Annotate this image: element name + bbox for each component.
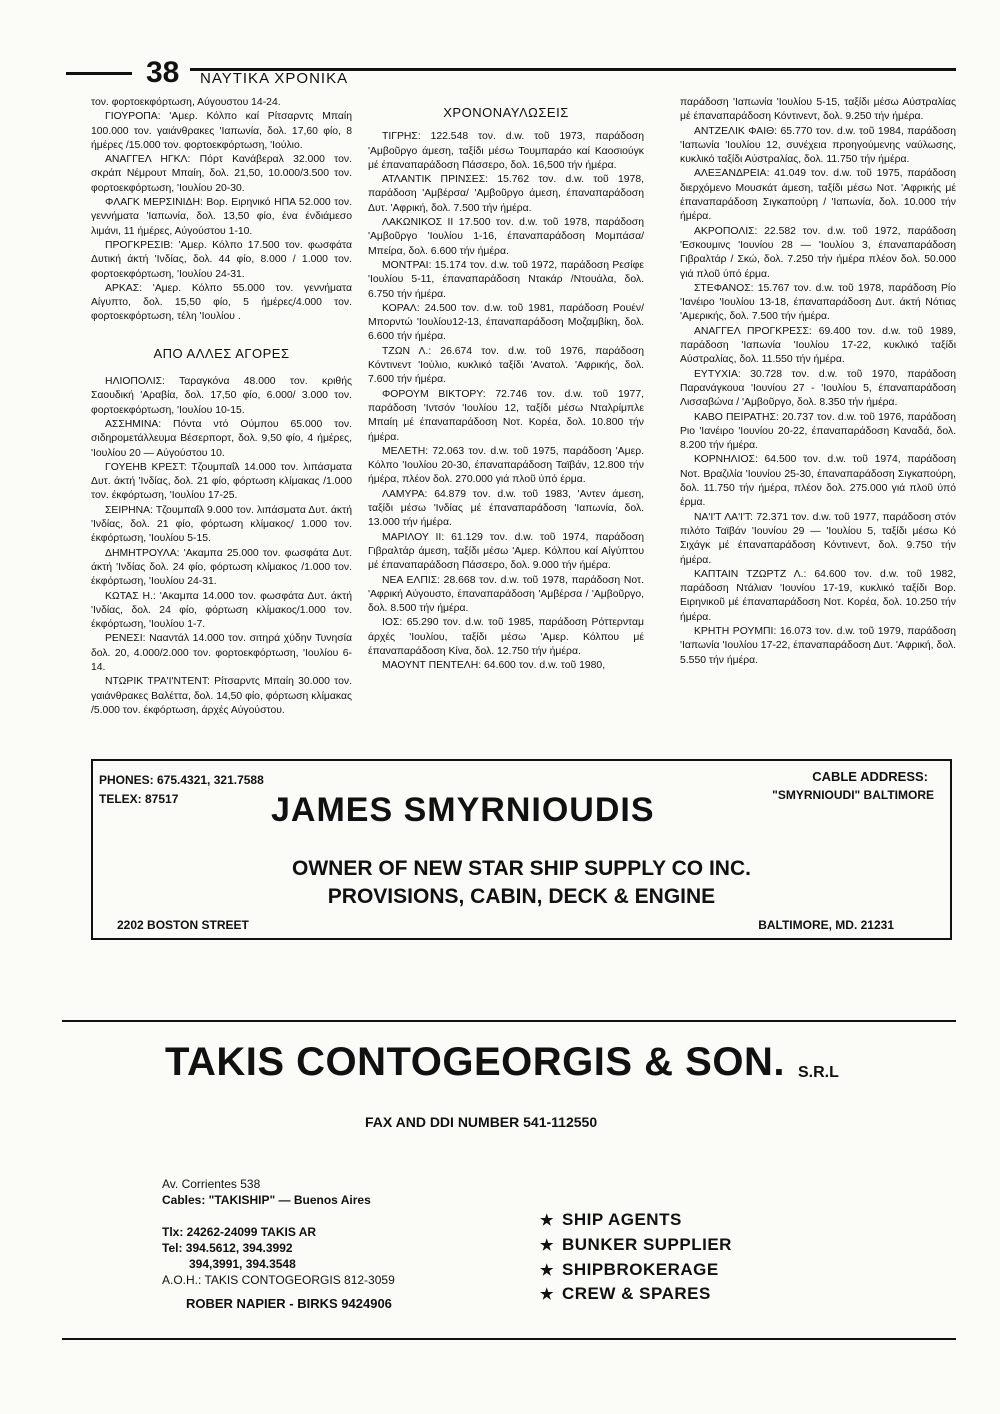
star-icon: ★ — [540, 1237, 554, 1254]
paragraph: ΡΕΝΕΣΙ: Νααντάλ 14.000 τον. σιτηρά χύδην Τυνησία δολ. 20, 4.000/2.000 τον. φορτοεκφόρτωση, 'Ιουλίου 6-14. — [91, 633, 352, 673]
phones-line: PHONES: 675.4321, 321.7588 — [99, 773, 264, 787]
paragraph: ΑΤΛΑΝΤΙΚ ΠΡΙΝΣΕΣ: 15.762 τον. d.w. τοῦ 1978, παράδοση 'Αμβέρσα/ 'Αμβοῦργο άμεση, έπαναπαράδοση Δυτ. 'Αφρική, δολ. 7.500 τήν ήμέρα. — [368, 174, 644, 214]
ad-bottom-rule — [62, 1338, 956, 1340]
paragraph: ΑΝΤΖΕΛΙΚ ΦΑΙΘ: 65.770 τον. d.w. τοῦ 1984, παράδοση 'Ιαπωνία 'Ιουλίου 12, συνέχεια προηγούμενης ναύλωσης, κυκλικό ταξίδι Αύστραλίας, δολ. 11.750 τήν ήμέρα. — [680, 125, 956, 166]
advertiser-name: JAMES SMYRNIOUDIS — [271, 791, 655, 829]
paragraph: ΑΣΣΗΜΙΝΑ: Πόντα ντό Ούμπου 65.000 τον. σιδηρομετάλλευμα Βέσερπορτ, δολ. 9,50 φίο, 4 ήμέρες, 'Ιουλίου 20 — Αύγούστου 10. — [91, 418, 352, 459]
star-icon: ★ — [540, 1286, 554, 1303]
owner-line: OWNER OF NEW STAR SHIP SUPPLY CO INC. — [292, 857, 751, 880]
paragraph: ΕΥΤΥΧΙΑ: 30.728 τον. d.w. τοῦ 1970, παράδοση Παρανάγκουα 'Ιουνίου 27 - 'Ιουλίου 5, έπαναπαράδοση Λισσαβώνα / 'Αμβοῦργο, δολ. 8.350 τήν ήμέρα. — [680, 368, 956, 409]
ad-top-rule — [62, 1020, 956, 1022]
service-label: CREW & SPARES — [562, 1284, 711, 1303]
paragraph: ΝΕΑ ΕΛΠΙΣ: 28.668 τον. d.w. τοῦ 1978, παράδοση Νοτ. 'Αφρική Αύγουστο, έπαναπαράδοση 'Αμβέρσα / 'Αμβοῦργο, δολ. 8.500 τήν ήμέρα. — [368, 574, 644, 615]
paragraph: ΦΛΑΓΚ ΜΕΡΣΙΝΙΔΗ: Βορ. Ειρηνικό ΗΠΑ 52.000 τον. γεννήματα 'Ιαπωνία, δολ. 13,50 φίο, ένα ένδιάμεσο λιμάνι, 11 ήμέρες, Αύγούστου 1-10. — [91, 197, 352, 237]
paragraph: ΜΕΛΕΤΗ: 72.063 τον. d.w. τοῦ 1975, παράδοση 'Αμερ. Κόλπο 'Ιουλίου 20-30, έπαναπαράδοση Ταϊβάν, 12.800 τήν ήμέρα, πλέον δολ. 270.000 γιά πλοῦ ύπό έρμα. — [368, 445, 644, 486]
service-label: BUNKER SUPPLIER — [562, 1235, 732, 1254]
paragraph: ΤΖΩΝ Λ.: 26.674 τον. d.w. τοῦ 1976, παράδοση Κόντινεντ 'Ιούλιο, κυκλικό ταξίδι 'Ανατολ. 'Αφρικής, δολ. 7.600 τήν ήμέρα. — [368, 345, 644, 386]
paragraph: ΚΡΗΤΗ ΡΟΥΜΠΙ: 16.073 τον. d.w. τοῦ 1979, παράδοση 'Ιαπωνία 'Ιουλίου 17-22, έπαναπαράδοση Δυτ. 'Αφρική, δολ. 5.550 τήν ήμέρα. — [680, 625, 956, 666]
paragraph: ΝΑ'Ι'Τ ΛΑ'Ι'Τ: 72.371 τον. d.w. τοῦ 1977, παράδοση στόν πιλότο Ταϊβάν 'Ιουνίου 29 — 'Ιουλίου 5, ταξίδι μέσω Κό Σιχάγκ μέ έπαναπαράδοση Κόντινεντ, δολ. 9.750 τήν ήμέρα. — [680, 511, 956, 566]
cable-address-label: CABLE ADDRESS: — [812, 769, 928, 784]
paragraph: ΠΡΟΓΚΡΕΣΙΒ: 'Αμερ. Κόλπο 17.500 τον. φωσφάτα Δυτική άκτή 'Ινδίας, δολ. 44 φίο, 8.000 / 1.000 τον. φορτοεκφόρτωση, 'Ιουλίου 24-31. — [91, 239, 352, 280]
paragraph: ΗΛΙΟΠΟΛΙΣ: Ταραγκόνα 48.000 τον. κριθής Σαουδική 'Αραβία, δολ. 17,50 φίο, 6.000/ 3.000 τον. φορτοεκφόρτωση, 'Ιουλίου 10-15. — [91, 376, 352, 416]
paragraph: ΑΝΑΓΓΕΛ ΠΡΟΓΚΡΕΣΣ: 69.400 τον. d.w. τοῦ 1989, παράδοση 'Ιαπωνία 'Ιουλίου 17-22, κυκλικό ταξίδι Αύστραλίας, δολ. 11.550 τήν ήμέρα. — [680, 325, 956, 366]
paragraph: ΜΟΝΤΡΑΙ: 15.174 τον. d.w. τοῦ 1972, παράδοση Ρεσίφε 'Ιουλίου 5-11, έπαναπαράδοση Ντακάρ /Ντουάλα, δολ. 6.750 τήν ήμέρα. — [368, 259, 644, 300]
service-item — [540, 1210, 682, 1230]
city-address: BALTIMORE, MD. 21231 — [758, 918, 894, 932]
magazine-title: ΝΑΥΤΙΚΑ ΧΡΟΝΙΚΑ — [200, 70, 349, 87]
paragraph: ΣΤΕΦΑΝΟΣ: 15.767 τον. d.w. τοῦ 1978, παράδοση Ρίο 'Ιανέιρο 'Ιουλίου 13-18, έπαναπαράδοση Δυτ. άκτή Νότιας 'Αμερικής, δολ. 7.500 τήν ήμέρα. — [680, 282, 956, 323]
page-number: 38 — [146, 56, 180, 89]
column-left — [91, 96, 352, 718]
cable-address-value: "SMYRNIOUDI" BALTIMORE — [772, 788, 934, 802]
header-rule-left — [66, 72, 132, 75]
service-item — [540, 1260, 719, 1280]
company-name: TAKIS CONTOGEORGIS & SON. — [165, 1040, 785, 1084]
paragraph: ΙΟΣ: 65.290 τον. d.w. τοῦ 1985, παράδοση Ρόττερνταμ άρχές 'Ιουλίου, ταξίδι μέσω 'Αμερ. Κόλπου μέ έπαναπαράδοση Κίνα, δολ. 12.750 τήν ήμέρα. — [368, 617, 644, 657]
paragraph: ΚΟΡΝΗΛΙΟΣ: 64.500 τον. d.w. τοῦ 1974, παράδοση Νοτ. Βραζιλία 'Ιουνίου 25-30, έπαναπαράδοση Σιγκαπούρη, δολ. 11.750 τήν ήμέρα, πλέον δολ. 275.000 γιά πλοῦ ύπό έρμα. — [680, 454, 956, 509]
telex-line: TELEX: 87517 — [99, 792, 179, 806]
paragraph: ΤΙΓΡΗΣ: 122.548 τον. d.w. τοῦ 1973, παράδοση 'Αμβοῦργο άμεση, ταξίδι μέσω Τουμπαράο καί Καοσιούγκ μέ έπαναπαράδοση Πάσσερο, δολ. 16,500 τήν ήμέρα. — [368, 131, 644, 171]
street-address: 2202 BOSTON STREET — [117, 918, 249, 932]
after-hours-line: A.O.H.: TAKIS CONTOGEORGIS 812-3059 — [162, 1273, 395, 1287]
paragraph: ΣΕΙΡΗΝΑ: Τζουμπαΐλ 9.000 τον. λιπάσματα Δυτ. άκτή 'Ινδίας, δολ. 21 φίο, φόρτωση κλίμακος/ 1.000 τον. έκφόρτωση, 'Ιουλίου 5-15. — [91, 504, 352, 545]
paragraph: ΑΛΕΞΑΝΔΡΕΙΑ: 41.049 τον. d.w. τοῦ 1975, παράδοση διερχόμενο Μουσκάτ άμεση, ταξίδι μέσω Νοτ. 'Αφρικής μέ έπαναπαράδοση Σιγκαπούρη / 'Ιαπωνία, δολ. 10.000 τήν ήμέρα. — [680, 168, 956, 223]
company-suffix: S.R.L — [798, 1064, 839, 1081]
paragraph: ΚΟΡΑΛ: 24.500 τον. d.w. τοῦ 1981, παράδοση Ρουέν/ Μπορντώ 'Ιουλίου12-13, έπαναπαράδοση Μοζαμβίκη, δολ. 6.600 τήν ήμέρα. — [368, 302, 644, 343]
paragraph: ΔΗΜΗΤΡΟΥΛΑ: 'Ακαμπα 25.000 τον. φωσφάτα Δυτ. άκτή 'Ινδίας δολ. 24 φίο, φόρτωση κλίμακος /1.000 τον. έκφόρτωση, 'Ιουλίου 24-31. — [91, 547, 352, 588]
paragraph: ΛΑΚΩΝΙΚΟΣ ΙΙ 17.500 τον. d.w. τοῦ 1978, παράδοση 'Αμβοῦργο 'Ιουλίου 1-16, έπαναπαράδοση Μομπάσα/ Μπείρα, δολ. 6.600 τήν ήμέρα. — [368, 217, 644, 257]
service-item — [540, 1235, 732, 1255]
paragraph: ΓΟΥΕΗΒ ΚΡΕΣΤ: Τζουμπαΐλ 14.000 τον. λιπάσματα Δυτ. άκτή 'Ινδίας, δολ. 21 φίο, φόρτωση κλίμακας /1.000 τον. έκφόρτωση, 'Ιουλίου 17-25. — [91, 461, 352, 502]
telephone-line: Tel: 394.5612, 394.3992 — [162, 1241, 293, 1255]
service-label: SHIPBROKERAGE — [562, 1260, 719, 1279]
telephone-line-2: 394,3991, 394.3548 — [189, 1257, 296, 1271]
paragraph: ΝΤΩΡΙΚ ΤΡΑ'Ι'ΝΤΕΝΤ: Ρίτσαρντς Μπαίη 30.000 τον. γαιάνθρακες Βαλέττα, δολ. 14,50 φίο, φόρτωση κλίμακας /5.000 τον. έκφόρτωση, άρχές Αύγούστου. — [91, 676, 352, 716]
paragraph: παράδοση 'Ιαπωνία 'Ιουλίου 5-15, ταξίδι μέσω Αύστραλίας μέ έπαναπαράδοση Κόντινεντ, δολ. 9.250 τήν ήμέρα. — [680, 97, 956, 123]
section-heading-other-markets: ΑΠΟ ΑΛΛΕΣ ΑΓΟΡΕΣ — [153, 345, 290, 361]
service-label: SHIP AGENTS — [562, 1210, 682, 1229]
provisions-line: PROVISIONS, CABIN, DECK & ENGINE — [327, 885, 716, 908]
column-right — [680, 96, 956, 668]
paragraph: ΜΑΟΥΝΤ ΠΕΝΤΕΛΗ: 64.600 τον. d.w. τοῦ 1980, — [382, 660, 606, 672]
paragraph: ΚΩΤΑΣ Η.: 'Ακαμπα 14.000 τον. φωσφάτα Δυτ. άκτή 'Ινδίας, δολ. 24 φίο, φόρτωση κλίμακος/1.000 τον. έκφόρτωση, 'Ιουλίου 1-7. — [91, 590, 352, 631]
paragraph: τον. φορτοεκφόρτωση, Αύγουστου 14-24. — [91, 97, 281, 108]
section-heading-time-charters: ΧΡΟΝΟΝΑΥΛΩΣΕΙΣ — [443, 105, 569, 120]
street-address: Av. Corrientes 538 — [162, 1177, 261, 1191]
advertisement-smyrnioudis — [91, 759, 952, 940]
paragraph: ΜΑΡΙΛΟΥ ΙΙ: 61.129 τον. d.w. τοῦ 1974, παράδοση Γιβραλτάρ άμεση, ταξίδι μέσω 'Αμερ. Κόλπου καί Αίγύπτου μέ έπαναπαράδοση Πάσσερο, δολ. 9.000 τήν ήμέρα. — [368, 531, 644, 572]
fax-line: FAX AND DDI NUMBER 541-112550 — [365, 1114, 598, 1130]
column-middle — [368, 96, 644, 674]
paragraph: ΛΑΜΥΡΑ: 64.879 τον. d.w. τοῦ 1983, 'Αντεν άμεση, ταξίδι μέσω 'Ινδίας μέ έπαναπαράδοση 'Ιαπωνία, δολ. 13.000 τήν ήμέρα. — [368, 488, 644, 529]
paragraph: ΑΚΡΟΠΟΛΙΣ: 22.582 τον. d.w. τοῦ 1972, παράδοση 'Εσκουμινς 'Ιουνίου 28 — 'Ιουλίου 3, έπαναπαράδοση Γιβραλτάρ / Σκώ, δολ. 7.250 τήν ήμέρα πλέον δολ. 50.000 γιά πλοῦ ύπό έρμα. — [680, 225, 956, 280]
paragraph: ΦΟΡΟΥΜ ΒΙΚΤΟΡΥ: 72.746 τον. d.w. τοῦ 1977, παράδοση 'Ιντσόν 'Ιουλίου 12, ταξίδι μέσω Νταλρίμπλε Μπαίη μέ έπαναπαράδοση Νοτ. Κορέα, δολ. 10.800 τήν ήμέρα. — [368, 388, 644, 443]
paragraph: ΑΝΑΓΓΕΛ ΗΓΚΛ: Πόρτ Κανάβεραλ 32.000 τον. σκράπ Νέμρουτ Μπαίη, δολ. 21,50, 10.000/3.500 τον. φορτοεκφόρτωση, 'Ιουλίου 20-30. — [91, 154, 352, 194]
contact-line: ROBER NAPIER - BIRKS 9424906 — [186, 1296, 392, 1311]
star-icon: ★ — [540, 1262, 554, 1279]
service-item — [540, 1284, 711, 1304]
paragraph: ΚΑΠΤΑΙΝ ΤΖΩΡΤΖ Λ.: 64.600 τον. d.w. τοῦ 1982, παράδοση Ντάλιαν 'Ιουνίου 17-19, κυκλικό ταξίδι Βορ. Ειρηνικοῦ μέ έπαναπαράδοση Νοτ. Κορέα, δολ. 10.250 τήν ήμέρα. — [680, 568, 956, 623]
paragraph: ΚΑΒΟ ΠΕΙΡΑΤΗΣ: 20.737 τον. d.w. τοῦ 1976, παράδοση Ριο 'Ιανέιρο 'Ιουνίου 20-22, έπαναπαράδοση Καναδά, δολ. 8.200 τήν ήμέρα. — [680, 411, 956, 452]
telex-line: Tlx: 24262-24099 TAKIS AR — [162, 1225, 317, 1239]
star-icon: ★ — [540, 1212, 554, 1229]
paragraph: ΑΡΚΑΣ: 'Αμερ. Κόλπο 55.000 τον. γεννήματα Αίγυπτο, δολ. 15,50 φίο, 5 ήμέρες/4.000 τον. φορτοεκφόρτωση, τέλη 'Ιουλίου . — [91, 282, 352, 323]
paragraph: ΓΙΟΥΡΟΠΑ: 'Αμερ. Κόλπο καί Ρίτσαρντς Μπαίη 100.000 τον. γαιάνθρακες 'Ιαπωνία, δολ. 17,60 φίο, 8 ήμέρες /15.000 τον. φορτοεκφόρτωση, 'Ιούλιο. — [91, 111, 352, 151]
cables-line: Cables: "TAKISHIP" — Buenos Aires — [162, 1193, 371, 1207]
